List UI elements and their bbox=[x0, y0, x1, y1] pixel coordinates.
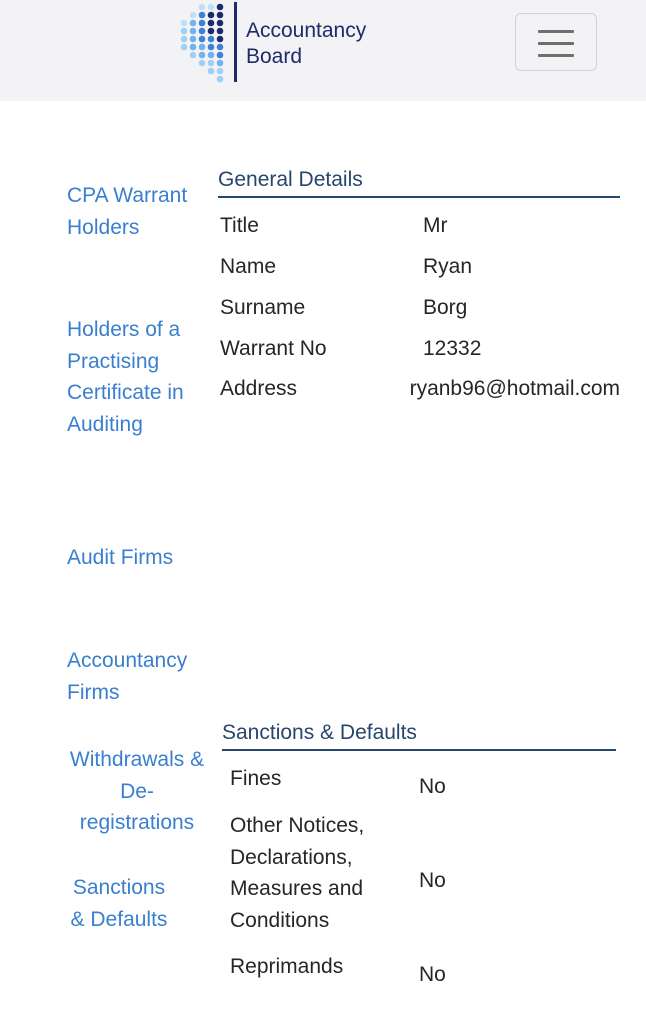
sidebar-item-audit-firms[interactable]: Audit Firms bbox=[67, 546, 174, 569]
general-label-address: Address bbox=[220, 377, 298, 400]
sanctions-label-fines: Fines bbox=[230, 767, 282, 790]
general-label-warrant-no: Warrant No bbox=[220, 337, 327, 360]
general-value-name: Ryan bbox=[423, 255, 473, 278]
general-label-name: Name bbox=[220, 255, 277, 278]
menu-toggle-button[interactable] bbox=[515, 13, 597, 71]
general-label-title: Title bbox=[220, 214, 259, 237]
sidebar-item-accountancy-firms[interactable]: Accountancy Firms bbox=[67, 649, 188, 704]
hamburger-icon-bar-2 bbox=[538, 42, 574, 45]
general-value-title: Mr bbox=[423, 214, 448, 237]
sanctions-value-other-notices: No bbox=[419, 869, 446, 892]
logo-divider bbox=[234, 2, 237, 82]
logo-text bbox=[246, 18, 366, 70]
hamburger-icon bbox=[538, 30, 574, 33]
sanctions-label-other-notices: Other Notices, Declarations, Measures and Conditions bbox=[230, 814, 365, 932]
sidebar-item-sanctions-defaults[interactable]: Sanctions & Defaults bbox=[70, 876, 168, 931]
general-label-surname: Surname bbox=[220, 296, 306, 319]
sanctions-label-reprimands: Reprimands bbox=[230, 955, 344, 978]
sanctions-value-fines: No bbox=[419, 775, 446, 798]
logo-line-1: Accountancy bbox=[246, 19, 367, 42]
general-value-surname: Borg bbox=[423, 296, 468, 319]
sidebar-item-withdrawals[interactable]: Withdrawals & De-registrations bbox=[69, 748, 205, 834]
sidebar-item-cpa-warrant-holders[interactable]: CPA Warrant Holders bbox=[67, 184, 188, 239]
general-details-heading: General Details bbox=[218, 168, 620, 198]
sanctions-heading: Sanctions & Defaults bbox=[222, 721, 616, 751]
general-value-warrant-no: 12332 bbox=[423, 337, 482, 360]
logo-line-2: Board bbox=[246, 45, 303, 68]
hamburger-icon-bar-3 bbox=[538, 54, 574, 57]
logo-dots-icon bbox=[176, 0, 232, 84]
sanctions-value-reprimands: No bbox=[419, 963, 446, 986]
navbar bbox=[0, 0, 646, 101]
sidebar-item-practising-certificate-holders[interactable]: Holders of a Practising Certificate in Auditing bbox=[67, 318, 184, 436]
accountancy-board-logo[interactable] bbox=[176, 0, 376, 90]
general-value-address: ryanb96@hotmail.com bbox=[409, 377, 620, 400]
